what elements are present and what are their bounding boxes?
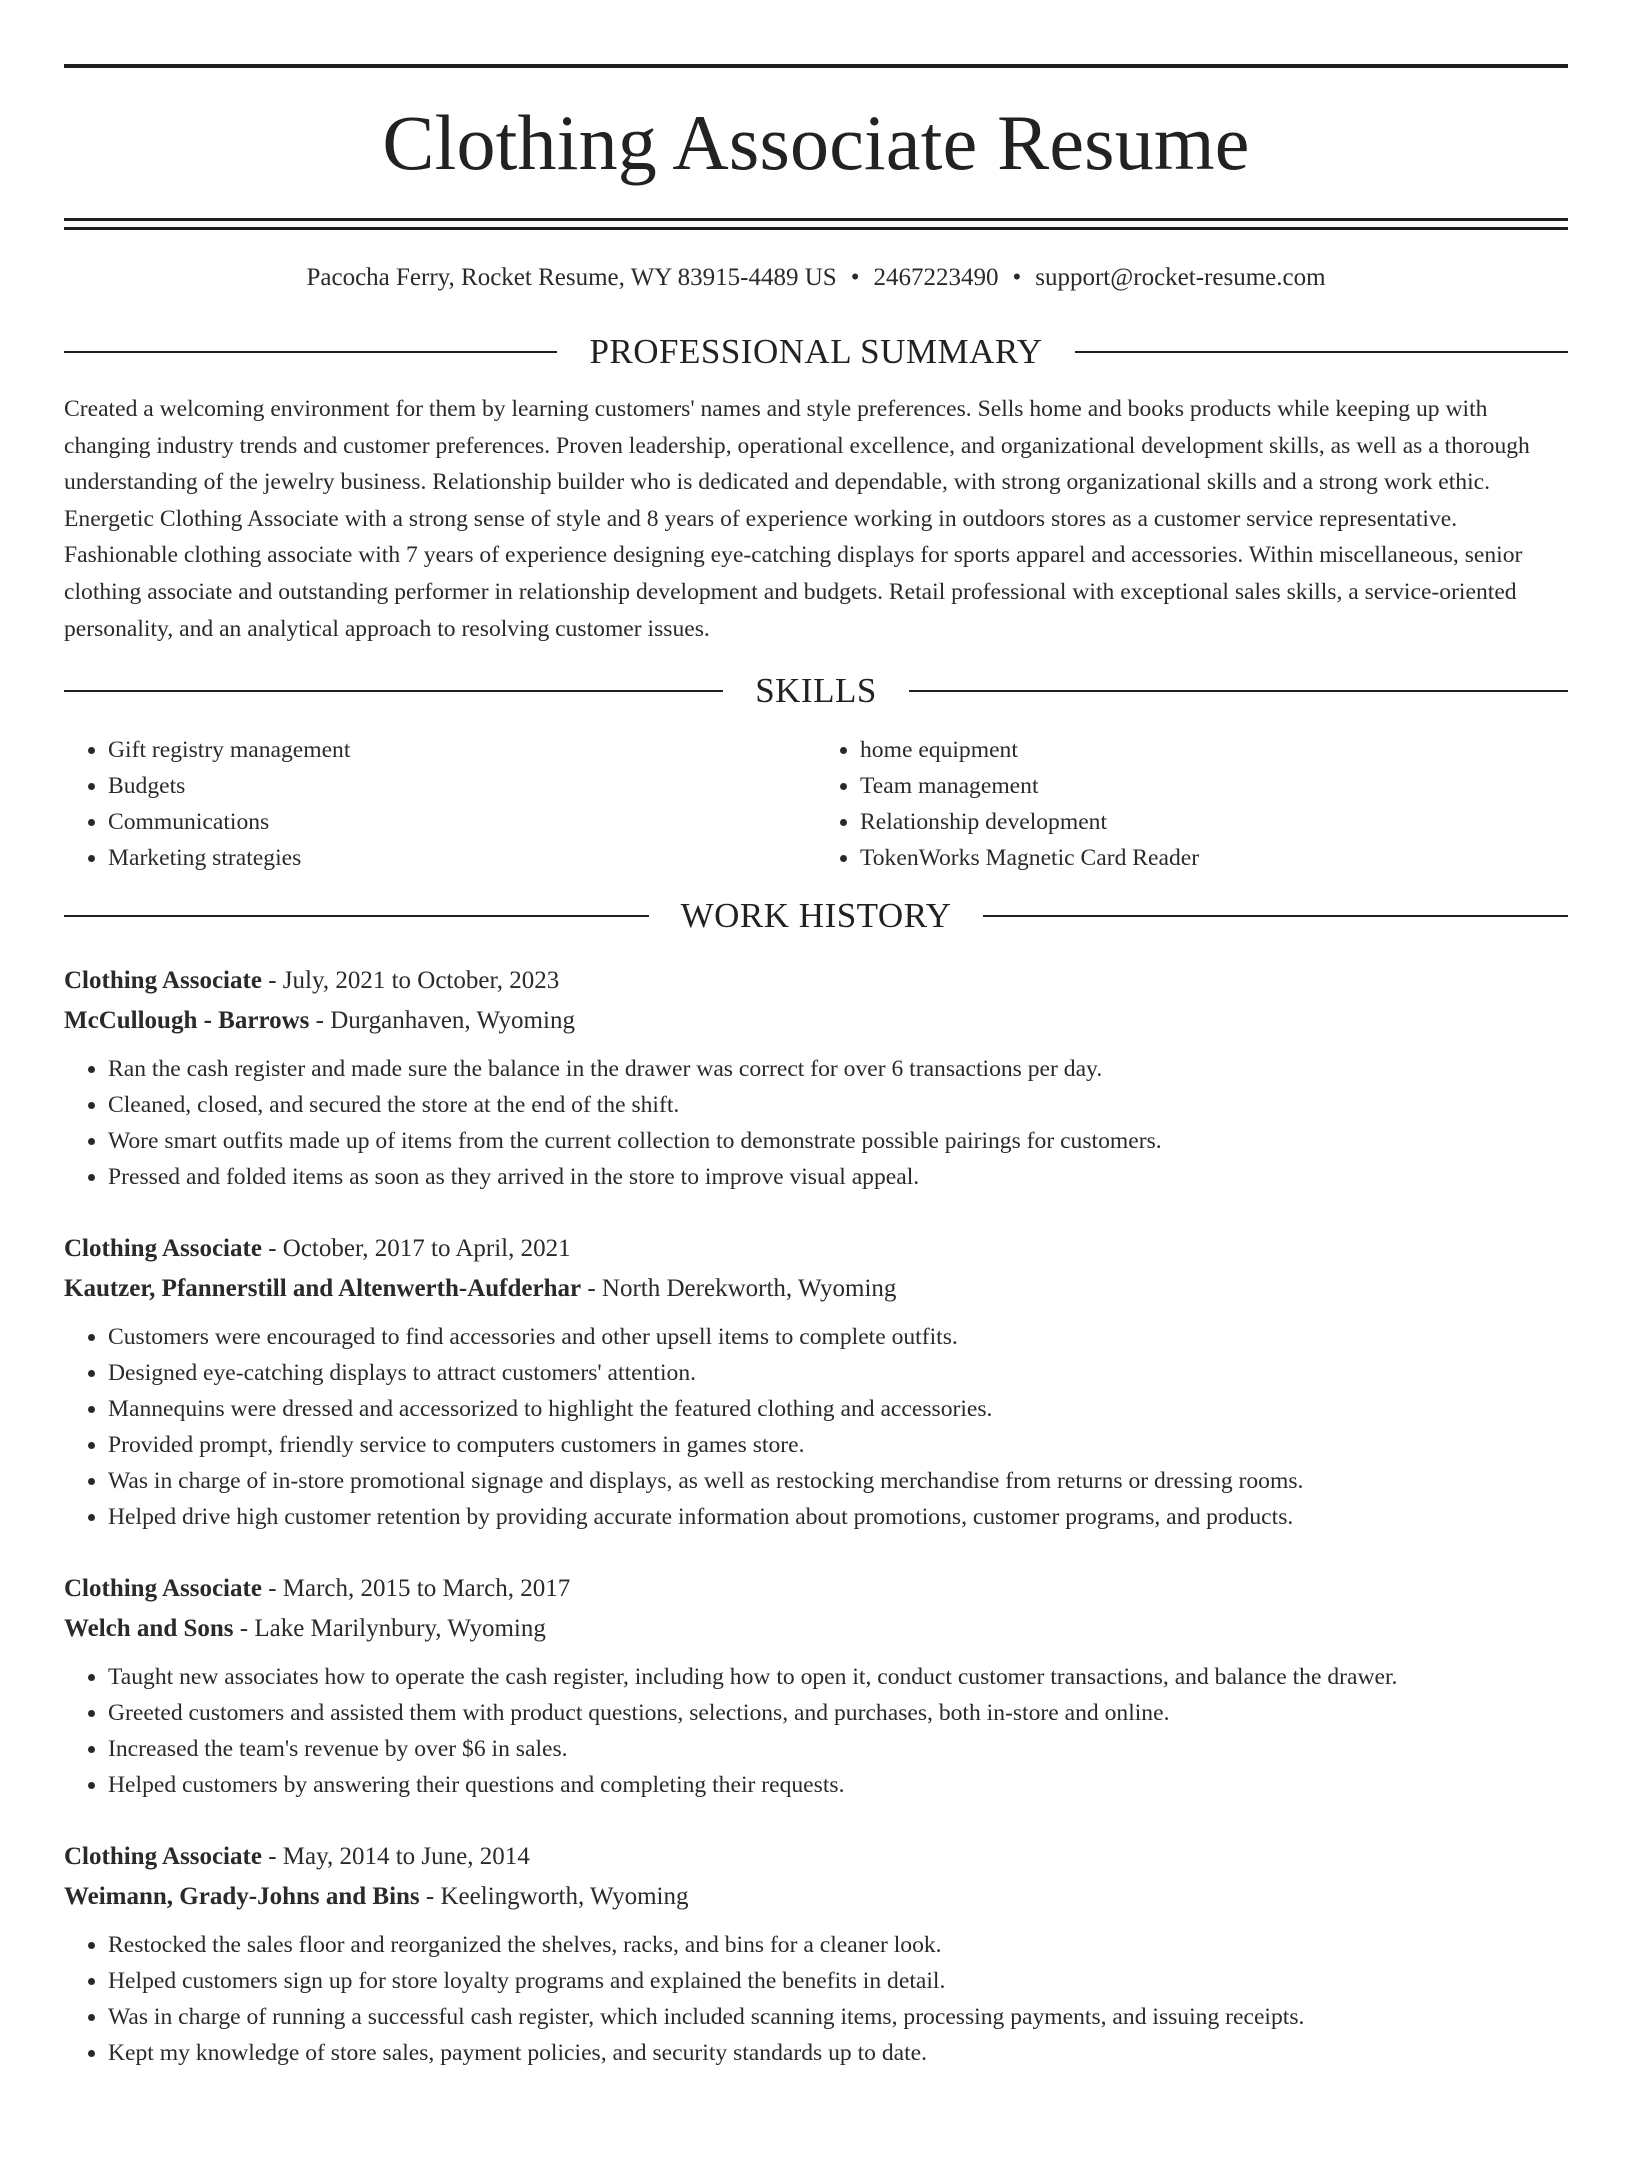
skills-column-right: [816, 732, 1568, 876]
job-location: - Durganhaven, Wyoming: [309, 1007, 575, 1035]
job-bullet: • Kept my knowledge of store sales, payment policies, and security standards up to date.: [108, 2035, 1568, 2071]
job-title-line: [64, 1229, 1568, 1269]
job-bullet: • Restocked the sales floor and reorganized the shelves, racks, and bins for a cleaner look.: [108, 1927, 1568, 1963]
title-double-rule: [64, 218, 1568, 230]
job-bullet: • Wore smart outfits made up of items from the current collection to demonstrate possible pairings for customers.: [108, 1123, 1568, 1159]
job-bullets: [64, 1659, 1568, 1803]
skill-item: • Relationship development: [860, 804, 1568, 840]
job-bullet: • Designed eye-catching displays to attract customers' attention.: [108, 1355, 1568, 1391]
job-bullet: • Customers were encouraged to find accessories and other upsell items to complete outfits.: [108, 1319, 1568, 1355]
summary-heading: [64, 334, 1568, 369]
job-bullet: • Provided prompt, friendly service to computers customers in games store.: [108, 1427, 1568, 1463]
top-rule: [64, 64, 1568, 68]
skill-item: • Gift registry management: [108, 732, 816, 768]
contact-separator: •: [1012, 264, 1022, 291]
job-bullet: • Pressed and folded items as soon as they arrived in the store to improve visual appeal.: [108, 1159, 1568, 1195]
job-entry: [64, 961, 1568, 1195]
job-location: - North Derekworth, Wyoming: [581, 1275, 897, 1303]
heading-rule-right: [983, 915, 1568, 917]
heading-rule-left: [64, 915, 649, 917]
skills-heading-label: SKILLS: [755, 671, 877, 711]
heading-rule-right: [1075, 351, 1568, 353]
job-company: McCullough - Barrows: [64, 1007, 310, 1035]
job-company: Kautzer, Pfannerstill and Altenwerth-Aufderhar: [64, 1275, 582, 1303]
job-bullet: • Helped customers by answering their questions and completing their requests.: [108, 1767, 1568, 1803]
skill-item: • Marketing strategies: [108, 840, 816, 876]
summary-text: Created a welcoming environment for them by learning customers' names and style preferences. Sells home and books products while keeping up with changing industry trends and customer preferences. Proven leadership, operational excellence, and organizational development skills, as well as a thorough understanding of the jewelry business. Relationship builder who is dedicated and dependable, with strong organizational skills and a strong work ethic. Energetic Clothing Associate with a strong sense of style and 8 years of experience working in outdoors stores as a customer service representative. Fashionable clothing associate with 7 years of experience designing eye-catching displays for sports apparel and accessories. Within miscellaneous, senior clothing associate and outstanding performer in relationship development and budgets. Retail professional with exceptional sales skills, a service-oriented personality, and an analytical approach to resolving customer issues.: [64, 396, 1530, 642]
job-title-line: [64, 1569, 1568, 1609]
page-title: Clothing Associate Resume: [382, 99, 1250, 186]
job-company-line: [64, 1269, 1568, 1309]
job-company-line: [64, 1001, 1568, 1041]
contact-line: [64, 264, 1568, 292]
job-bullets: [64, 1051, 1568, 1195]
job-bullet: • Mannequins were dressed and accessorized to highlight the featured clothing and accessories.: [108, 1391, 1568, 1427]
job-bullet: • Taught new associates how to operate the cash register, including how to open it, conduct customer transactions, and balance the drawer.: [108, 1659, 1568, 1695]
job-bullet: • Greeted customers and assisted them with product questions, selections, and purchases, both in-store and online.: [108, 1695, 1568, 1731]
job-bullet: • Ran the cash register and made sure the balance in the drawer was correct for over 6 transactions per day.: [108, 1051, 1568, 1087]
job-dates: - July, 2021 to October, 2023: [261, 967, 560, 995]
job-bullet: • Was in charge of running a successful cash register, which included scanning items, processing payments, and issuing receipts.: [108, 1999, 1568, 2035]
job-bullet: • Was in charge of in-store promotional signage and displays, as well as restocking merchandise from returns or dressing rooms.: [108, 1463, 1568, 1499]
summary-heading-label: PROFESSIONAL SUMMARY: [589, 332, 1043, 371]
job-bullets: [64, 1319, 1568, 1535]
contact-separator: •: [850, 264, 860, 291]
job-dates: - May, 2014 to June, 2014: [261, 1843, 530, 1871]
job-bullet: • Helped customers sign up for store loyalty programs and explained the benefits in detail.: [108, 1963, 1568, 1999]
job-bullet: • Cleaned, closed, and secured the store at the end of the shift.: [108, 1087, 1568, 1123]
heading-rule-right: [909, 690, 1568, 692]
job-company-line: [64, 1877, 1568, 1917]
work-heading: [64, 896, 1568, 936]
skill-item: • Budgets: [108, 768, 816, 804]
job-bullet: • Increased the team's revenue by over $6 in sales.: [108, 1731, 1568, 1767]
job-location: - Lake Marilynbury, Wyoming: [233, 1615, 546, 1643]
heading-rule-left: [64, 690, 723, 692]
job-dates: - March, 2015 to March, 2017: [261, 1575, 571, 1603]
job-entry: [64, 1837, 1568, 2071]
job-title: Clothing Associate: [64, 1843, 262, 1871]
contact-email: support@rocket-resume.com: [1035, 264, 1326, 291]
skill-item: • TokenWorks Magnetic Card Reader: [860, 840, 1568, 876]
resume-page: [0, 64, 1632, 2176]
job-title: Clothing Associate: [64, 1235, 262, 1263]
heading-rule-left: [64, 351, 557, 353]
skill-item: • home equipment: [860, 732, 1568, 768]
skill-item: • Team management: [860, 768, 1568, 804]
skill-item: • Communications: [108, 804, 816, 840]
job-location: - Keelingworth, Wyoming: [419, 1883, 689, 1911]
job-title-line: [64, 961, 1568, 1001]
job-title: Clothing Associate: [64, 967, 262, 995]
job-company-line: [64, 1609, 1568, 1649]
job-bullet: • Helped drive high customer retention by providing accurate information about promotions, customer programs, and products.: [108, 1499, 1568, 1535]
job-entry: [64, 1229, 1568, 1535]
contact-phone: 2467223490: [873, 264, 999, 291]
job-title: Clothing Associate: [64, 1575, 262, 1603]
job-company: Welch and Sons: [64, 1615, 234, 1643]
contact-address: Pacocha Ferry, Rocket Resume, WY 83915-4489 US: [306, 264, 837, 291]
work-heading-label: WORK HISTORY: [680, 896, 952, 936]
skills-list: [64, 732, 1568, 876]
job-company: Weimann, Grady-Johns and Bins: [64, 1883, 420, 1911]
job-entry: [64, 1569, 1568, 1803]
job-bullets: [64, 1927, 1568, 2071]
job-dates: - October, 2017 to April, 2021: [261, 1235, 571, 1263]
skills-column-left: [64, 732, 816, 876]
job-title-line: [64, 1837, 1568, 1877]
skills-heading: [64, 671, 1568, 711]
